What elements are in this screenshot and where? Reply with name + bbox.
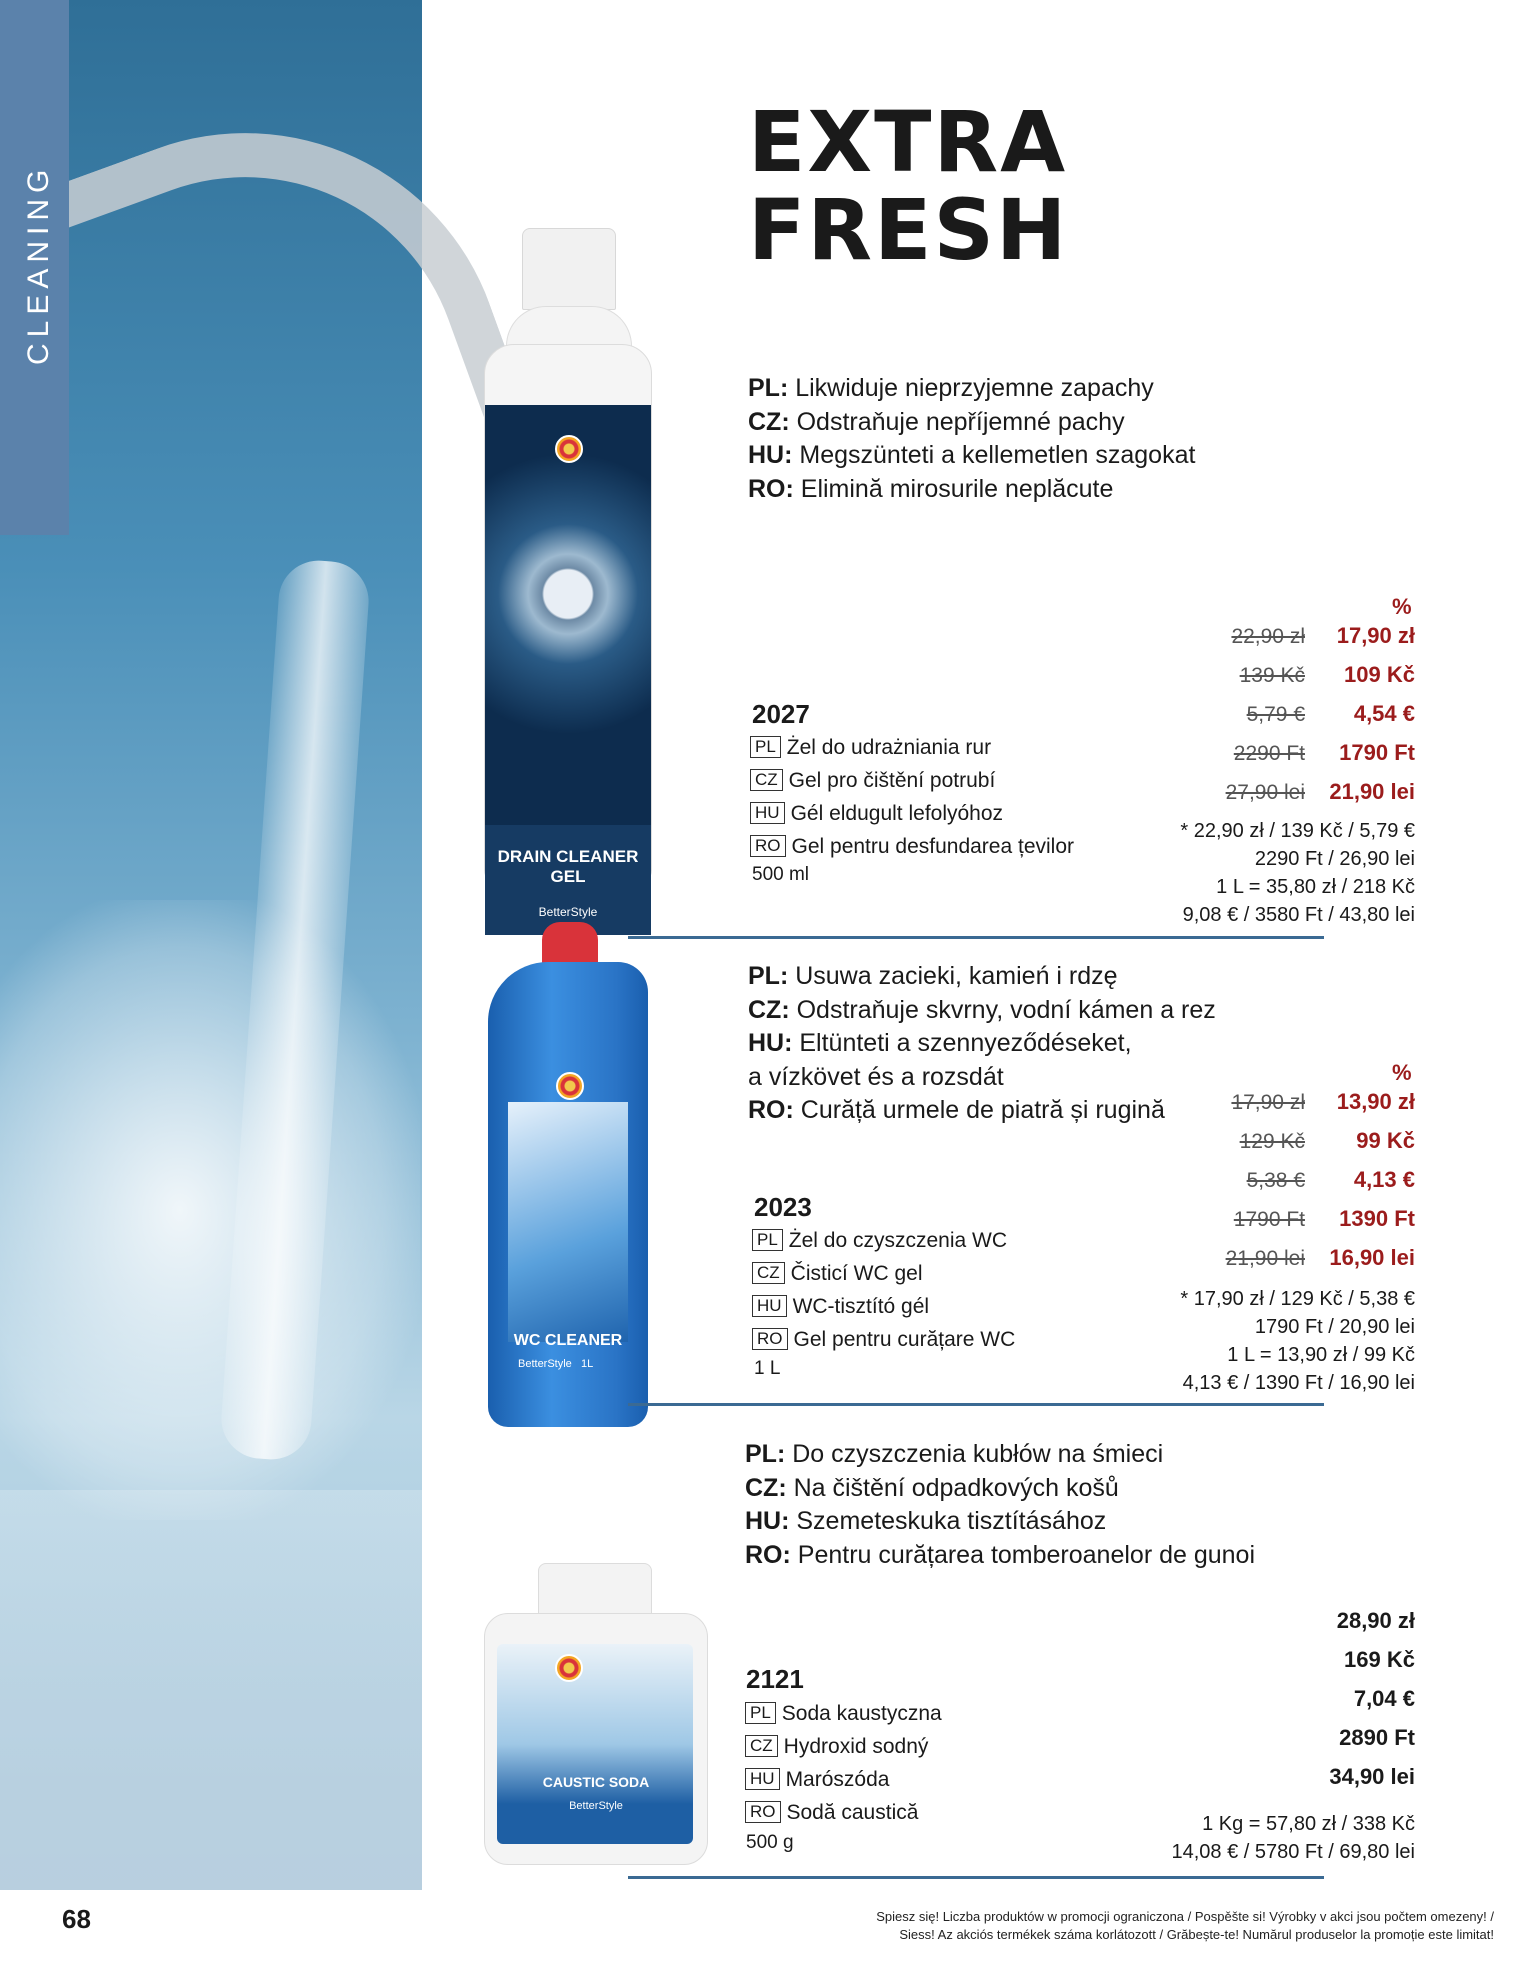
note-line: * 22,90 zł / 139 Kč / 5,79 € [1180,820,1415,842]
price-row [1085,660,1415,699]
old-price: 5,38 € [1246,1169,1305,1192]
bottle-brand: BetterStyle [538,905,598,919]
name-line: HU WC-tisztító gél [752,1290,1015,1323]
bottle-neck [506,306,632,347]
wc-cleaner-bottle-image [484,922,654,1432]
desc-line: RO: Elimină mirosurile neplăcute [748,474,1114,503]
lang-tag: CZ [745,1735,778,1757]
new-price: 4,13 € [1353,1167,1415,1192]
name-line: PL Żel do czyszczenia WC [752,1224,1015,1257]
lang-tag: HU [752,1295,787,1317]
lang-tag: HU [750,802,785,824]
product-2023-unit-prices [1085,1285,1415,1397]
price-row [1085,1126,1415,1165]
container-body [484,1613,708,1865]
price-row [1085,738,1415,777]
desc-line: HU: Megszünteti a kellemetlen szagokat [748,441,1196,469]
lang-tag: RO [750,835,786,857]
lang-tag: HU [745,1768,780,1790]
container-brand: BetterStyle [569,1800,623,1812]
product-2027-names [750,731,1074,863]
new-price: 4,54 € [1353,701,1415,726]
bottle-label [485,405,651,825]
section-divider [628,1876,1324,1879]
product-code: 2121 [746,1664,804,1694]
product-2023-names [752,1224,1015,1356]
note-line: 1 Kg = 57,80 zł / 338 Kč [1202,1813,1415,1835]
price-row [1085,1723,1415,1762]
bottle-body [488,962,648,1427]
caustic-soda-container-image [484,1563,708,1865]
note-line: * 17,90 zł / 129 Kč / 5,38 € [1180,1288,1415,1310]
price: 169 Kč [1344,1647,1415,1672]
name-line: PL Soda kaustyczna [745,1697,942,1730]
brand-emblem-icon [555,435,583,463]
price: 7,04 € [1353,1686,1415,1711]
note-line: 1790 Ft / 20,90 lei [1254,1316,1415,1338]
note-line: 9,08 € / 3580 Ft / 43,80 lei [1182,904,1415,926]
title-line-2: FRESH [748,181,1069,279]
product-2023-prices [1085,1087,1415,1282]
category-tab [0,0,69,535]
drain-cleaner-bottle-image [484,228,652,919]
price: 28,90 zł [1336,1608,1415,1633]
old-price: 129 Kč [1239,1130,1305,1153]
desc-line: PL: Do czyszczenia kubłów na śmieci [745,1440,1164,1468]
product-code: 2023 [754,1192,812,1222]
desc-line: PL: Usuwa zacieki, kamień i rdzę [748,962,1118,990]
lang-tag: PL [752,1229,783,1251]
note-line: 1 L = 35,80 zł / 218 Kč [1216,876,1415,898]
discount-percent-badge: % [1392,594,1412,619]
product-2027-unit-prices [1085,817,1415,929]
old-price: 22,90 zł [1231,625,1305,648]
price-row [1085,1684,1415,1723]
new-price: 109 Kč [1344,662,1415,687]
lang-tag: PL [750,736,781,758]
price-row [1085,777,1415,816]
water-splash [0,900,420,1520]
new-price: 99 Kč [1356,1128,1415,1153]
price-row [1085,1243,1415,1282]
price: 2890 Ft [1339,1725,1415,1750]
section-divider [628,936,1324,939]
page-number: 68 [62,1904,91,1934]
name-line: PL Żel do udrażniania rur [750,731,1074,764]
price-row [1085,621,1415,660]
old-price: 27,90 lei [1225,781,1305,804]
name-line: RO Gel pentru desfundarea țevilor [750,830,1074,863]
footer-disclaimer [794,1908,1494,1944]
old-price: 1790 Ft [1233,1208,1305,1231]
bottle-product-name: DRAIN CLEANER GEL [497,847,639,886]
lang-tag: RO [752,1328,788,1350]
old-price: 5,79 € [1246,703,1305,726]
bottle-product-name: WC CLEANER [513,1332,623,1349]
desc-line: HU: Eltünteti a szennyeződéseket, [748,1029,1132,1057]
name-line: RO Sodă caustică [745,1796,942,1829]
product-2121-unit-prices [1085,1810,1415,1866]
old-price: 139 Kč [1239,664,1305,687]
name-line: CZ Hydroxid sodný [745,1730,942,1763]
product-2027-prices [1085,621,1415,816]
new-price: 16,90 lei [1329,1245,1415,1270]
old-price: 17,90 zł [1231,1091,1305,1114]
product-2121-names [745,1697,942,1829]
name-line: HU Gél eldugult lefolyóhoz [750,797,1074,830]
old-price: 2290 Ft [1233,742,1305,765]
desc-line: CZ: Na čištění odpadkových košů [745,1473,1119,1502]
product-code: 2027 [752,699,810,729]
product-weight: 500 g [746,1832,794,1853]
bottle-label [508,1102,628,1342]
new-price: 21,90 lei [1329,779,1415,804]
price-row [1085,1762,1415,1801]
product-volume: 1 L [754,1358,781,1379]
brand-emblem-icon [555,1654,583,1682]
product-volume: 500 ml [752,864,810,885]
price-row [1085,1645,1415,1684]
category-label: CLEANING [22,163,55,365]
product-2121-description [745,1438,1255,1572]
footer-line: Siess! Az akciós termékek száma korlátozott / Grăbește-te! Numărul produselor la promoție este limitat! [899,1927,1494,1942]
price-row [1085,1165,1415,1204]
price: 34,90 lei [1329,1764,1415,1789]
name-line: CZ Čisticí WC gel [752,1257,1015,1290]
desc-line: HU: Szemeteskuka tisztításához [745,1507,1107,1535]
name-line: RO Gel pentru curățare WC [752,1323,1015,1356]
lang-tag: CZ [750,769,783,791]
product-2121-prices [1085,1606,1415,1801]
lang-tag: RO [745,1801,781,1823]
desc-line: RO: Curăță urmele de piatră și rugină [748,1096,1165,1124]
sink-basin [0,1490,422,1890]
page-title [748,93,1069,279]
desc-line: CZ: Odstraňuje nepříjemné pachy [748,407,1125,436]
price-row [1085,1606,1415,1645]
brand-emblem-icon [556,1072,584,1100]
container-product-name: CAUSTIC SODA [542,1774,650,1790]
price-row [1085,1204,1415,1243]
desc-line: PL: Likwiduje nieprzyjemne zapachy [748,374,1154,402]
new-price: 13,90 zł [1336,1089,1415,1114]
old-price: 21,90 lei [1225,1247,1305,1270]
bottle-cap [522,228,616,310]
note-line: 2290 Ft / 26,90 lei [1254,848,1415,870]
new-price: 1790 Ft [1339,740,1415,765]
new-price: 17,90 zł [1336,623,1415,648]
bottle-body [484,344,652,919]
product-2027-description [748,372,1195,506]
desc-line: CZ: Odstraňuje skvrny, vodní kámen a rez [748,995,1216,1024]
price-row [1085,1087,1415,1126]
name-line: CZ Gel pro čištění potrubí [750,764,1074,797]
discount-percent-badge: % [1392,1060,1412,1085]
section-divider [628,1403,1324,1406]
title-line-1: EXTRA [748,93,1068,191]
footer-line: Spiesz się! Liczba produktów w promocji ograniczona / Pospěšte si! Výrobky v akci jsou počtem omezeny! / [876,1909,1494,1924]
desc-line: a vízkövet és a rozsdát [748,1062,1004,1091]
name-line: HU Marószóda [745,1763,942,1796]
note-line: 4,13 € / 1390 Ft / 16,90 lei [1182,1372,1415,1394]
new-price: 1390 Ft [1339,1206,1415,1231]
note-line: 1 L = 13,90 zł / 99 Kč [1227,1344,1415,1366]
note-line: 14,08 € / 5780 Ft / 69,80 lei [1171,1841,1415,1863]
price-row [1085,699,1415,738]
lang-tag: CZ [752,1262,785,1284]
container-label [497,1644,693,1844]
bottle-brand: BetterStyle 1L [518,1358,594,1370]
desc-line: RO: Pentru curățarea tomberoanelor de gunoi [745,1540,1256,1569]
lang-tag: PL [745,1702,776,1724]
